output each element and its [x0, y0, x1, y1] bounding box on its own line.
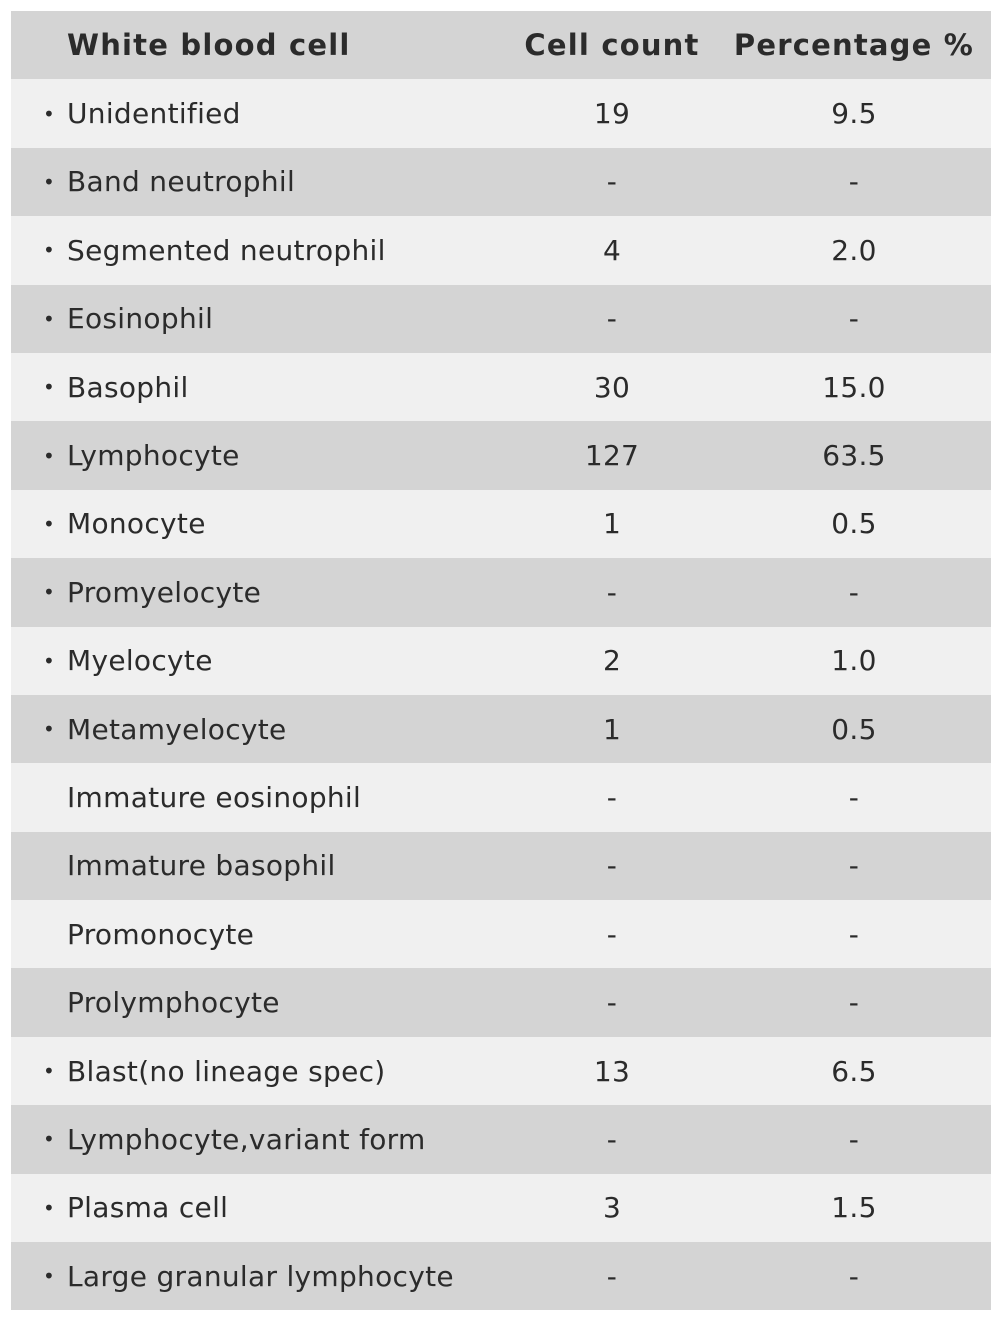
table-row	[11, 285, 991, 353]
header-percentage: Percentage %	[733, 28, 975, 63]
table-row	[11, 1174, 991, 1242]
percentage-value: -	[848, 986, 860, 1020]
percentage-value: -	[848, 1122, 860, 1156]
percentage-value: -	[848, 302, 860, 336]
cell-name	[11, 1123, 491, 1156]
cell-name	[11, 97, 491, 130]
cell-count-value: -	[606, 986, 618, 1020]
cell-type-label: Promonocyte	[67, 917, 255, 951]
percentage-value: 0.5	[831, 507, 877, 541]
cell-type-label: Immature eosinophil	[67, 780, 362, 814]
cell-name	[11, 302, 491, 335]
cell-count-value: -	[606, 849, 618, 883]
cell-count-value: 13	[593, 1054, 631, 1088]
cell-count-value: 1	[602, 507, 622, 541]
percentage-value: -	[848, 1259, 860, 1293]
cell-name	[11, 576, 491, 609]
table-row	[11, 695, 991, 763]
cell-name	[11, 644, 491, 677]
table-row	[11, 1037, 991, 1105]
cell-count-value: 127	[584, 439, 640, 473]
cell-count-value: -	[606, 780, 618, 814]
table-row	[11, 421, 991, 489]
cell-type-label: Promyelocyte	[67, 575, 262, 609]
cell-name	[11, 1260, 491, 1293]
percentage-value: 2.0	[831, 233, 877, 267]
cell-count-value: 1	[602, 712, 622, 746]
table-row	[11, 968, 991, 1036]
bullet-icon: •	[43, 1127, 56, 1152]
cell-count-value: 4	[602, 233, 622, 267]
percentage-value: 1.0	[831, 644, 877, 678]
percentage-value: 63.5	[822, 439, 886, 473]
cell-name	[11, 849, 491, 882]
cell-name	[11, 439, 491, 472]
cell-count-value: -	[606, 575, 618, 609]
percentage-value: 1.5	[831, 1191, 877, 1225]
table-row	[11, 79, 991, 147]
bullet-icon: •	[43, 238, 56, 263]
cell-type-label: Segmented neutrophil	[67, 233, 386, 267]
table-header-row	[11, 11, 991, 79]
cell-type-label: Metamyelocyte	[67, 712, 287, 746]
table-row	[11, 900, 991, 968]
bullet-icon: •	[43, 375, 56, 400]
cell-count-value: -	[606, 1259, 618, 1293]
bullet-icon: •	[43, 717, 56, 742]
bullet-icon: •	[43, 306, 56, 331]
cell-type-label: Eosinophil	[67, 302, 214, 336]
bullet-icon: •	[43, 1059, 56, 1084]
table-row	[11, 1242, 991, 1310]
cell-type-label: Immature basophil	[67, 849, 336, 883]
cell-name	[11, 1055, 491, 1088]
cell-count-value: 2	[602, 644, 622, 678]
cell-count-value: 3	[602, 1191, 622, 1225]
bullet-icon: •	[43, 580, 56, 605]
cell-count-value: -	[606, 917, 618, 951]
bullet-icon: •	[43, 443, 56, 468]
percentage-value: -	[848, 165, 860, 199]
table-row	[11, 353, 991, 421]
cell-type-label: Plasma cell	[67, 1191, 229, 1225]
table-row	[11, 216, 991, 284]
cell-type-label: Band neutrophil	[67, 165, 296, 199]
cell-name	[11, 986, 491, 1019]
table-row	[11, 832, 991, 900]
cell-type-label: Prolymphocyte	[67, 986, 280, 1020]
cell-name	[11, 713, 491, 746]
cell-count-value: -	[606, 302, 618, 336]
cell-name	[11, 234, 491, 267]
cell-count-value: 19	[593, 97, 631, 131]
percentage-value: 15.0	[822, 370, 886, 404]
header-cell-count: Cell count	[524, 28, 700, 63]
table-row	[11, 490, 991, 558]
table-row	[11, 148, 991, 216]
cell-name	[11, 371, 491, 404]
cell-type-label: Lymphocyte	[67, 439, 240, 473]
bullet-icon: •	[43, 648, 56, 673]
cell-count-value: -	[606, 1122, 618, 1156]
bullet-icon: •	[43, 1195, 56, 1220]
cell-type-label: Myelocyte	[67, 644, 213, 678]
percentage-value: 9.5	[831, 97, 877, 131]
cell-name	[11, 1191, 491, 1224]
percentage-value: -	[848, 849, 860, 883]
cell-count-value: 30	[593, 370, 631, 404]
bullet-icon: •	[43, 1264, 56, 1289]
cell-type-label: Blast(no lineage spec)	[67, 1054, 386, 1088]
percentage-value: -	[848, 917, 860, 951]
percentage-value: 0.5	[831, 712, 877, 746]
cell-name	[11, 165, 491, 198]
table-row	[11, 627, 991, 695]
table-row	[11, 1105, 991, 1173]
cell-name	[11, 781, 491, 814]
cell-name	[11, 918, 491, 951]
cell-name	[11, 507, 491, 540]
cell-type-label: Monocyte	[67, 507, 206, 541]
bullet-icon: •	[43, 101, 56, 126]
white-blood-cell-table	[11, 11, 991, 1310]
cell-type-label: Large granular lymphocyte	[67, 1259, 454, 1293]
cell-count-value: -	[606, 165, 618, 199]
percentage-value: -	[848, 575, 860, 609]
header-white-blood-cell: White blood cell	[67, 28, 351, 63]
bullet-icon: •	[43, 511, 56, 536]
percentage-value: -	[848, 780, 860, 814]
table-row	[11, 763, 991, 831]
cell-type-label: Unidentified	[67, 97, 241, 131]
percentage-value: 6.5	[831, 1054, 877, 1088]
table-row	[11, 558, 991, 626]
cell-type-label: Basophil	[67, 370, 189, 404]
cell-type-label: Lymphocyte,variant form	[67, 1122, 426, 1156]
bullet-icon: •	[43, 169, 56, 194]
